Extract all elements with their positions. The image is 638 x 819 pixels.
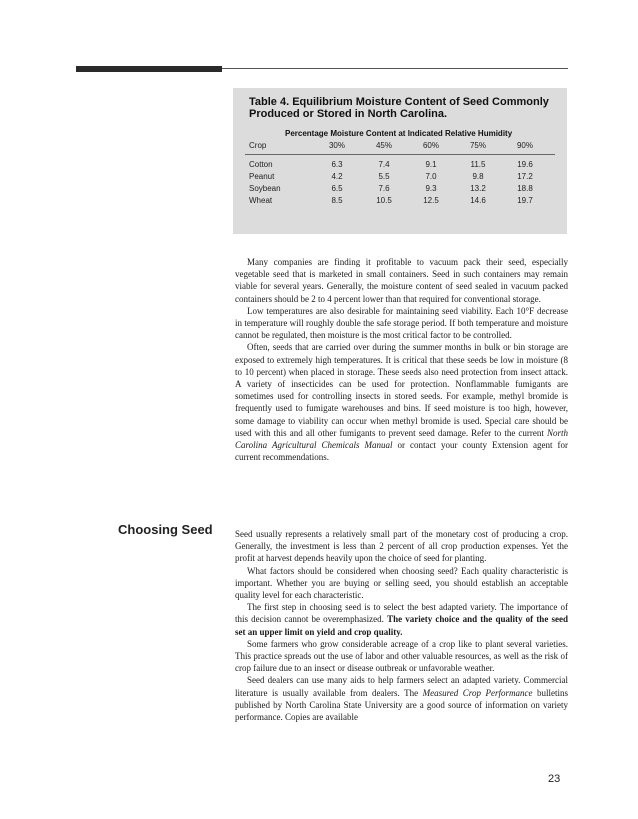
table-cell: 18.8 — [517, 184, 533, 193]
table-cell: 5.5 — [378, 172, 390, 181]
table-cell: 7.0 — [425, 172, 437, 181]
choosing-seed-text-block — [235, 528, 568, 723]
paragraph: Low temperatures are also desirable for maintaining seed viability. Each 10°F decrease in temperature will roughly double the safe storage period. If both temperature and moisture cannot be regulated, then moisture is the most critical factor to be controlled. — [235, 305, 568, 341]
manual-title: North Carolina Agricultural Chemicals Manual — [235, 427, 568, 451]
header-rule-thick — [76, 66, 222, 72]
paragraph: Often, seeds that are carried over during the summer months in bulk or bin storage are exposed to extremely high temperatures. It is critical that these seeds be low in moisture (8 to 10 percent) when placed in storage. These seeds also need protection from insect attack. A variety of insecticides can be used for protection. Nonflammable fumigants are sometimes used for controlling insects in stored seeds. For example, methyl bromide is frequently used to fumigate warehouses and bins. If seed moisture is too high, however, some damage to viability can occur when methyl bromide is used. Special care should be used with this and all other fumigants to prevent seed damage. Refer to the current North Carolina Agricultural Chemicals Manual or contact your county Extension agent for current recommendations. — [235, 342, 568, 463]
table-cell: 7.6 — [378, 184, 390, 193]
paragraph: Some farmers who grow considerable acreage of a crop like to plant several varieties. This practice spreads out the use of labor and other valuable resources, as well as the risk of crop failure due to an insect or disease outbreak or unfavorable weather. — [235, 638, 568, 674]
table-cell: 7.4 — [378, 160, 390, 169]
column-header-90: 90% — [516, 141, 533, 150]
paragraph: What factors should be considered when choosing seed? Each quality characteristic is important. Whether you are buying or selling seed, you should establish an acceptable quality level for each characteristic. — [235, 565, 568, 601]
table-cell: 17.2 — [517, 172, 533, 181]
table-cell: 9.3 — [425, 184, 437, 193]
table-cell: Cotton — [249, 160, 273, 169]
column-header-45: 45% — [375, 141, 392, 150]
header-rule-thin — [222, 68, 568, 69]
column-header-75: 75% — [469, 141, 486, 150]
table-cell: 10.5 — [376, 196, 392, 205]
table-cell: 9.8 — [472, 172, 484, 181]
table-cell: 6.5 — [331, 184, 343, 193]
table-cell: 12.5 — [423, 196, 439, 205]
table-cell: Peanut — [249, 172, 275, 181]
column-header-60: 60% — [422, 141, 439, 150]
paragraph: Many companies are finding it profitable to vacuum pack their seed, especially vegetable seed that is marketed in small containers. Seed in such containers may remain viable for several years. Generally, the moisture content of seed sealed in vacuum packed containers should be 2 to 4 percent lower than that required for conventional storage. — [235, 257, 568, 304]
section-heading: Choosing Seed — [118, 522, 213, 537]
paragraph: The first step in choosing seed is to select the best adapted variety. The importance of this decision cannot be overemphasized. The variety choice and the quality of the seed set an upper limit on yield and crop quality. — [235, 602, 568, 637]
table-header-divider — [245, 154, 555, 155]
table-title: Table 4. Equilibrium Moisture Content of Seed Commonly Produced or Stored in North Carolina. — [249, 96, 549, 120]
table-cell: Wheat — [249, 196, 273, 205]
emphasis-statement: The variety choice and the quality of the seed set an upper limit on yield and crop quality. — [235, 614, 568, 637]
table-cell: 19.7 — [517, 196, 533, 205]
table-cell: 8.5 — [331, 196, 343, 205]
table-cell: 6.3 — [331, 160, 343, 169]
bulletin-title: Measured Crop Performance — [422, 687, 533, 698]
table-cell: 4.2 — [331, 172, 343, 181]
page-number: 23 — [548, 773, 561, 785]
table-cell: 19.6 — [517, 160, 533, 169]
table-cell: 14.6 — [470, 196, 486, 205]
table-subheading: Percentage Moisture Content at Indicated Relative Humidity — [285, 129, 513, 138]
storage-text-block — [235, 256, 568, 463]
column-header-crop: Crop — [249, 141, 267, 150]
table-cell: Soybean — [249, 184, 281, 193]
table-cell: 13.2 — [470, 184, 486, 193]
paragraph: Seed usually represents a relatively small part of the monetary cost of producing a crop. Generally, the investment is less than 2 percent of all crop production expenses. Yet the profit at harvest depends heavily upon the choice of seed for planting. — [235, 529, 568, 564]
table-cell: 11.5 — [470, 160, 486, 169]
table-cell: 9.1 — [425, 160, 437, 169]
column-header-30: 30% — [328, 141, 345, 150]
paragraph: Seed dealers can use many aids to help farmers select an adapted variety. Commercial literature is usually available from dealers. The Measured Crop Performance bulletins published by North Carolina State University are a good source of information on variety performance. Copies are available — [235, 675, 568, 723]
moisture-table — [233, 88, 567, 234]
